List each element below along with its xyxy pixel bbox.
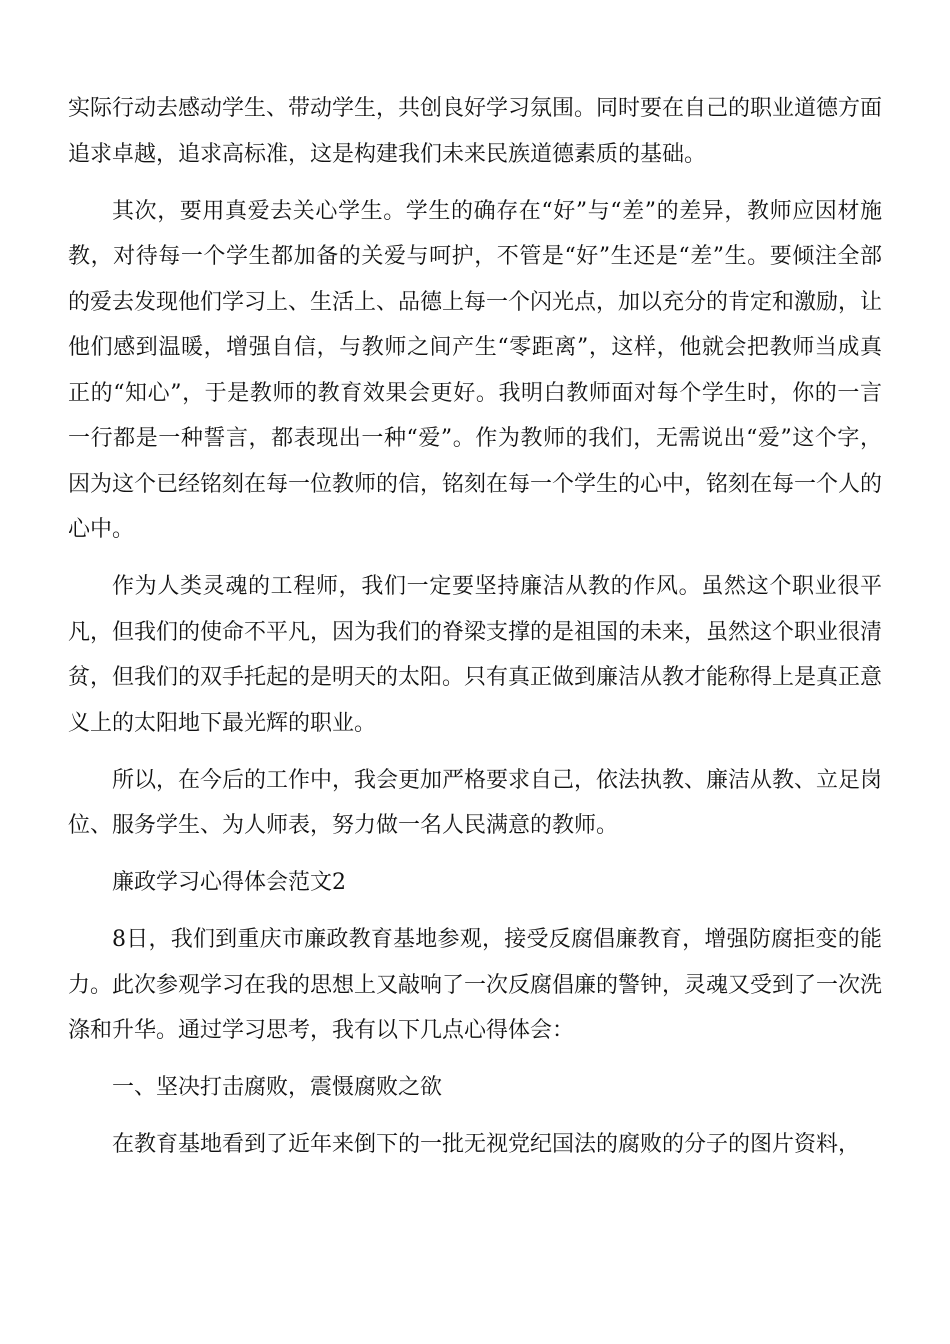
section-heading: 廉政学习心得体会范文2 [112,870,346,895]
paragraph-exhibit: 在教育基地看到了近年来倒下的一批无视党纪国法的腐败的分子的图片资料， [112,1132,861,1157]
paragraph-care-for-students: 其次，要用真爱去关心学生。学生的确存在“好”与“差”的差异，教师应因材施教，对待每一个学生都加备的关爱与呵护，不管是“好”生还是“差”生。要倾注全部的爱去发现他们学习上、生活上、品德上每一个闪光点，加以充分的肯定和激励，让他们感到温暖，增强自信，与教师之间产生“零距离”，这样，他就会把教师当成真正的“知心”，于是教师的教育效果会更好。我明白教师面对每个学生时，你的一言一行都是一种誓言，都表现出一种“爱”。作为教师的我们，无需说出“爱”这个字，因为这个已经铭刻在每一位教师的信，铭刻在每一个学生的心中，铭刻在每一个人的心中。 [68,198,883,542]
subheading-point-one: 一、坚决打击腐败，震慑腐败之欲 [112,1075,443,1100]
paragraph-continuation: 实际行动去感动学生、带动学生，共创良好学习氛围。同时要在自己的职业道德方面追求卓越，追求高标准，这是构建我们未来民族道德素质的基础。 [68,96,883,167]
document-body [68,86,882,1168]
paragraph-visit: 8日，我们到重庆市廉政教育基地参观，接受反腐倡廉教育，增强防腐拒变的能力。此次参观学习在我的思想上又敲响了一次反腐倡廉的警钟，灵魂又受到了一次洗涤和升华。通过学习思考，我有以下几点心得体会： [68,927,883,1043]
paragraph-conclusion: 所以，在今后的工作中，我会更加严格要求自己，依法执教、廉洁从教、立足岗位、服务学生、为人师表，努力做一名人民满意的教师。 [68,767,883,838]
paragraph-integrity: 作为人类灵魂的工程师，我们一定要坚持廉洁从教的作风。虽然这个职业很平凡，但我们的使命不平凡，因为我们的脊梁支撑的是祖国的未来，虽然这个职业很清贫，但我们的双手托起的是明天的太阳。只有真正做到廉洁从教才能称得上是真正意义上的太阳地下最光辉的职业。 [68,574,883,736]
